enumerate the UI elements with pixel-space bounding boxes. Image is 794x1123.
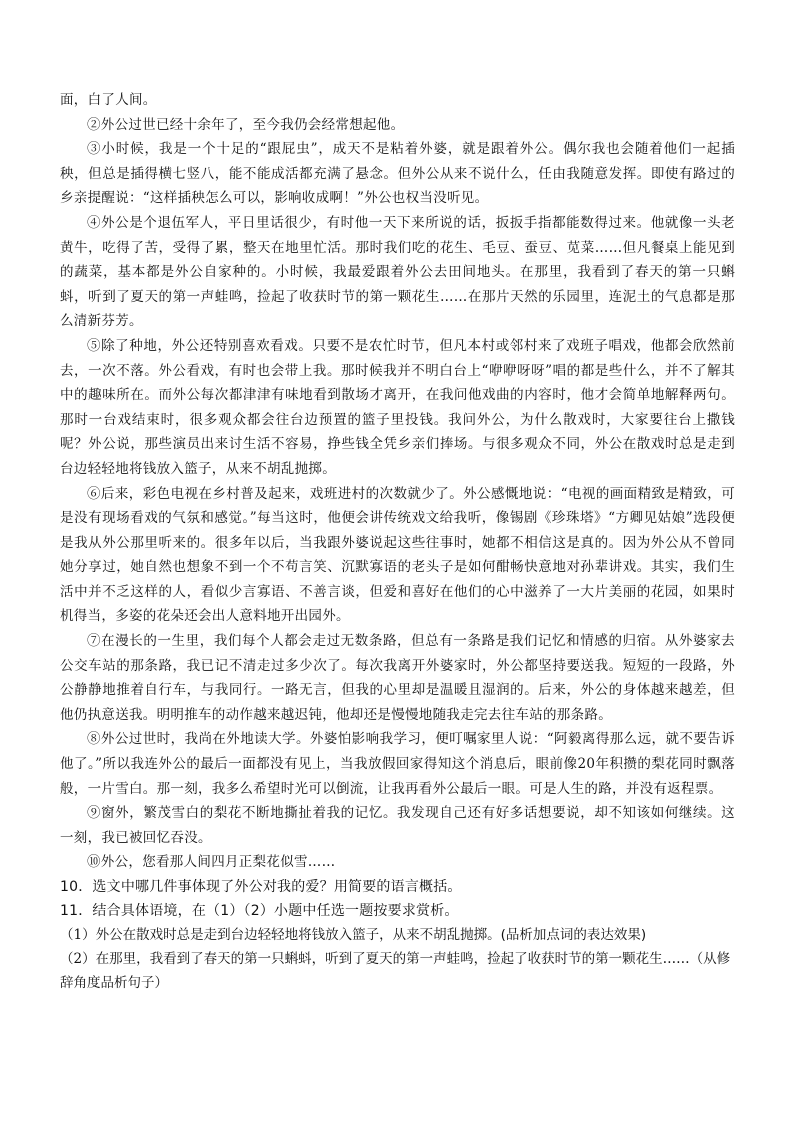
question-11-part-1 — [60, 923, 735, 947]
passage-paragraph-2: ②外公过世已经十余年了，至今我仍会经常想起他。 — [87, 116, 405, 133]
question-11-part-2 — [60, 947, 735, 995]
passage-paragraph-continued: 面，白了人间。 — [60, 92, 157, 108]
passage-paragraph-7: ⑦在漫长的一生里，我们每个人都会走过无数条路，但总有一条路是我们记忆和情感的归宿。从外婆家去公交车站的那条路，我已记不清走过多少次了。每次我离开外婆家时，外公都坚持要送我。短短的一段路，外公静静地推着自行车，与我同行。一路无言，但我的心里却是温暖且湿润的。后来，外公的身体越来越差，但他仍执意送我。明明推车的动作越来越迟钝，他却还是慢慢地随我走完去往车站的那条路。 — [60, 633, 735, 723]
passage-paragraph-8: ⑧外公过世时，我尚在外地读大学。外婆怕影响我学习，便叮嘱家里人说：“阿毅离得那么远，就不要告诉他了。”所以我连外公的最后一面都没有见上，当我放假回家得知这个消息后，眼前像20年积攒的梨花同时飘落般，一片雪白。那一刻，我多么希望时光可以倒流，让我再看外公最后一眼。可是人生的路，并没有返程票。 — [60, 731, 735, 797]
question-11-part-1-requirement: (品析加点词的表达效果) — [500, 927, 647, 943]
passage-paragraph-5: ⑤除了种地，外公还特别喜欢看戏。只要不是农忙时节，但凡本村或邻村来了戏班子唱戏，他都会欣然前去，一次不落。外公看戏，有时也会带上我。那时候我并不明白台上“咿咿呀呀”唱的都是些什么，并不了解其中的趣味所在。而外公每次都津津有味地看到散场才离开，在我问他戏曲的内容时，他才会简单地解释两句。那时一台戏结束时，很多观众都会往台边预置的篮子里投钱。我问外公，为什么散戏时，大家要往台上撒钱呢？外公说，那些演员出来讨生活不容易，挣些钱全凭乡亲们捧场。与很多观众不同，外公在散戏时总是走到台边轻轻地将钱放入篮子，从来不胡乱抛掷。 — [60, 337, 735, 477]
question-11-part-2-requirement: （从修辞角度品析句子） — [60, 951, 731, 991]
passage-paragraph-4: ④外公是个退伍军人，平日里话很少，有时他一天下来所说的话，扳扳手指都能数得过来。他就像一头老黄牛，吃得了苦，受得了累，整天在地里忙活。那时我们吃的花生、毛豆、蚕豆、苋菜……但凡餐桌上能见到的蔬菜，基本都是外公自家种的。小时候，我最爱跟着外公去田间地头。在那里，我看到了春天的第一只蝌蚪，听到了夏天的第一声蛙鸣，捡起了收获时节的第一颗花生……在那片天然的乐园里，连泥土的气息都是那么清新芬芳。 — [60, 214, 735, 330]
question-11: 11．结合具体语境，在（1）（2）小题中任选一题按要求赏析。 — [60, 903, 459, 919]
document-page — [60, 88, 735, 995]
question-11-part-1-text: （1）外公在散戏时总是走到台边轻轻地将钱放入篮子，从来不胡乱抛掷。 — [60, 927, 501, 943]
question-11-part-2-text: （2）在那里，我看到了春天的第一只蝌蚪，听到了夏天的第一声蛙鸣，捡起了收获时节的第一颗花生…… — [60, 951, 690, 967]
passage-paragraph-6: ⑥后来，彩色电视在乡村普及起来，戏班进村的次数就少了。外公感慨地说：“电视的画面精致是精致，可是没有现场看戏的气氛和感觉。”每当这时，他便会讲传统戏文给我听，像锡剧《珍珠塔》“方卿见姑娘”选段便是我从外公那里听来的。很多年以后，当我跟外婆说起这些往事时，她都不相信这是真的。因为外公从不曾同她分享过，她自然也想象不到一个不苟言笑、沉默寡语的老头子是如何酣畅快意地对孙辈讲戏。其实，我们生活中并不乏这样的人，看似少言寡语、不善言谈，但爱和喜好在他们的心中滋养了一大片美丽的花园，如果时机得当，多姿的花朵还会出人意料地开出园外。 — [60, 485, 735, 625]
question-10: 10．选文中哪几件事体现了外公对我的爱？用简要的语言概括。 — [60, 879, 462, 895]
passage-paragraph-3: ③小时候，我是一个十足的“跟屁虫”，成天不是粘着外婆，就是跟着外公。偶尔我也会随着他们一起插秧，但总是插得横七竖八，能不能成活都充满了悬念。但外公从来不说什么，任由我随意发挥。即使有路过的乡亲提醒说：“这样插秧怎么可以，影响收成啊！”外公也权当没听见。 — [60, 141, 735, 207]
passage-paragraph-10: ⑩外公，您看那人间四月正梨花似雪…… — [87, 854, 336, 871]
passage-paragraph-9: ⑨窗外，繁茂雪白的梨花不断地撕扯着我的记忆。我发现自己还有好多话想要说，却不知该如何继续。这一刻，我已被回忆吞没。 — [60, 805, 735, 846]
